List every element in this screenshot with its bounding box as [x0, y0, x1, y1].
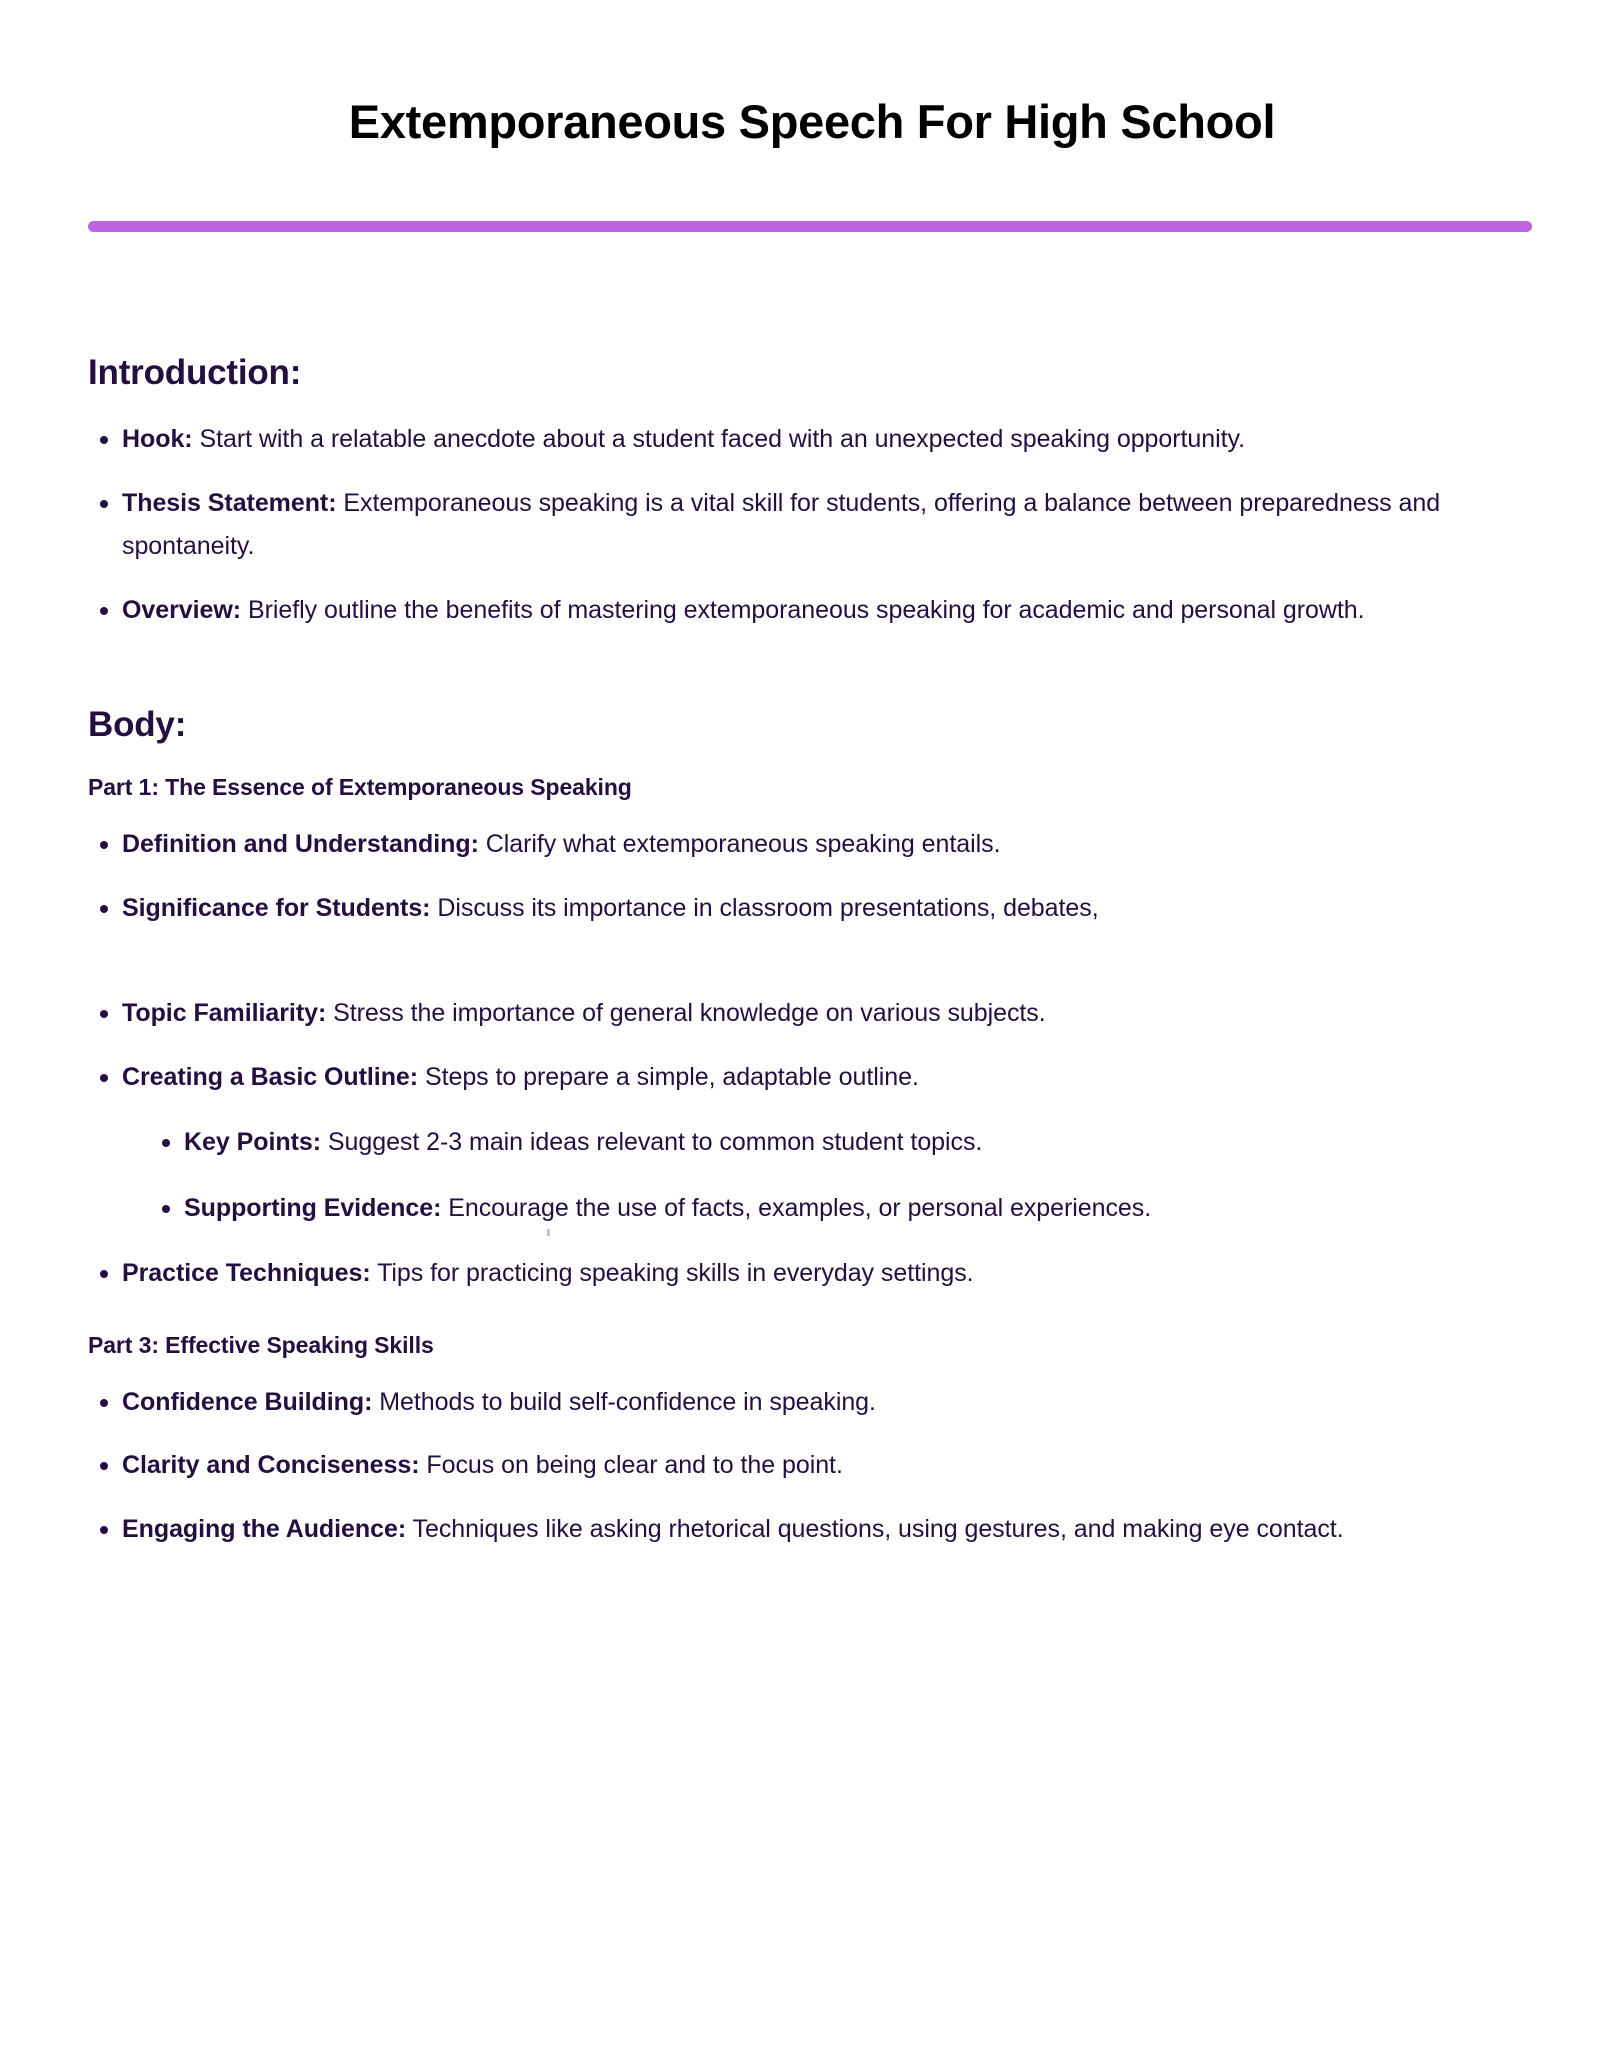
list-item [88, 1508, 1508, 1552]
list-item-text: Start with a relatable anecdote about a student faced with an unexpected speaking opportunity. [192, 425, 1246, 453]
nested-list-item-text: Suggest 2-3 main ideas relevant to common student topics. [320, 1128, 983, 1157]
list-item-text: Techniques like asking rhetorical questions, using gestures, and making eye contact. [406, 1514, 1344, 1543]
accent-divider [88, 221, 1532, 232]
list-item-lead: Overview: [122, 595, 242, 624]
part-heading-1: Part 1: The Essence of Extemporaneous Speaking [88, 774, 632, 800]
page-title: Extemporaneous Speech For High School [348, 95, 1276, 149]
list-item-lead: Definition and Understanding: [122, 830, 479, 859]
nested-list-item-text: Encourage the use of facts, examples, or personal experiences. [441, 1193, 1152, 1222]
list-item [88, 1444, 1508, 1488]
introduction-bullet-list [88, 418, 1508, 632]
list-item-lead: Practice Techniques: [122, 1259, 371, 1288]
list-item-text: Stress the importance of general knowledge on various subjects. [326, 999, 1046, 1028]
list-item-lead: Thesis Statement: [122, 488, 337, 517]
part-3-bullet-list [88, 1381, 1508, 1552]
list-item-lead: Confidence Building: [122, 1387, 373, 1416]
nested-list-item-lead: Supporting Evidence: [184, 1193, 442, 1222]
part-heading-3: Part 3: Effective Speaking Skills [88, 1331, 434, 1358]
part-2-bullet-list [88, 992, 1508, 1296]
list-item-lead: Creating a Basic Outline: [122, 1062, 419, 1091]
list-item-text: Tips for practicing speaking skills in everyday settings. [370, 1259, 974, 1288]
part-1-bullet-list [88, 823, 1508, 930]
nested-list-item [150, 1121, 1508, 1165]
list-item-text: Methods to build self-confidence in speaking. [372, 1387, 876, 1416]
nested-list-item-lead: Key Points: [184, 1128, 321, 1157]
list-item-lead: Engaging the Audience: [122, 1514, 407, 1543]
nested-list-item [150, 1187, 1508, 1231]
list-item [88, 823, 1508, 867]
nested-bullet-list [122, 1121, 1508, 1230]
list-item-text: Extemporaneous speaking is a vital skill for students, offering a balance between preparedness and spontaneity. [122, 488, 1441, 560]
list-item-lead: Significance for Students: [122, 893, 431, 922]
list-item-lead: Topic Familiarity: [122, 999, 327, 1028]
list-item-text: Discuss its importance in classroom presentations, debates, [430, 893, 1099, 922]
list-item-text: Briefly outline the benefits of mastering extemporaneous speaking for academic and personal growth. [241, 595, 1365, 624]
list-item [88, 1252, 1508, 1296]
document-content [88, 352, 1508, 1551]
list-item-lead: Clarity and Conciseness: [122, 1451, 420, 1480]
list-item-text: Focus on being clear and to the point. [419, 1451, 843, 1480]
list-item [88, 418, 1508, 462]
list-item [88, 887, 1508, 931]
list-item [88, 992, 1508, 1036]
list-item [88, 482, 1508, 569]
list-item [88, 1056, 1508, 1231]
list-item-text: Clarify what extemporaneous speaking entails. [478, 830, 1001, 859]
list-item [88, 589, 1508, 633]
list-item-text: Steps to prepare a simple, adaptable outline. [418, 1062, 919, 1091]
render-artifact-mark [547, 1229, 550, 1236]
list-item [88, 1381, 1508, 1425]
section-heading-introduction: Introduction: [88, 353, 302, 392]
section-heading-body: Body: [88, 705, 187, 744]
list-item-lead: Hook: [122, 425, 193, 453]
